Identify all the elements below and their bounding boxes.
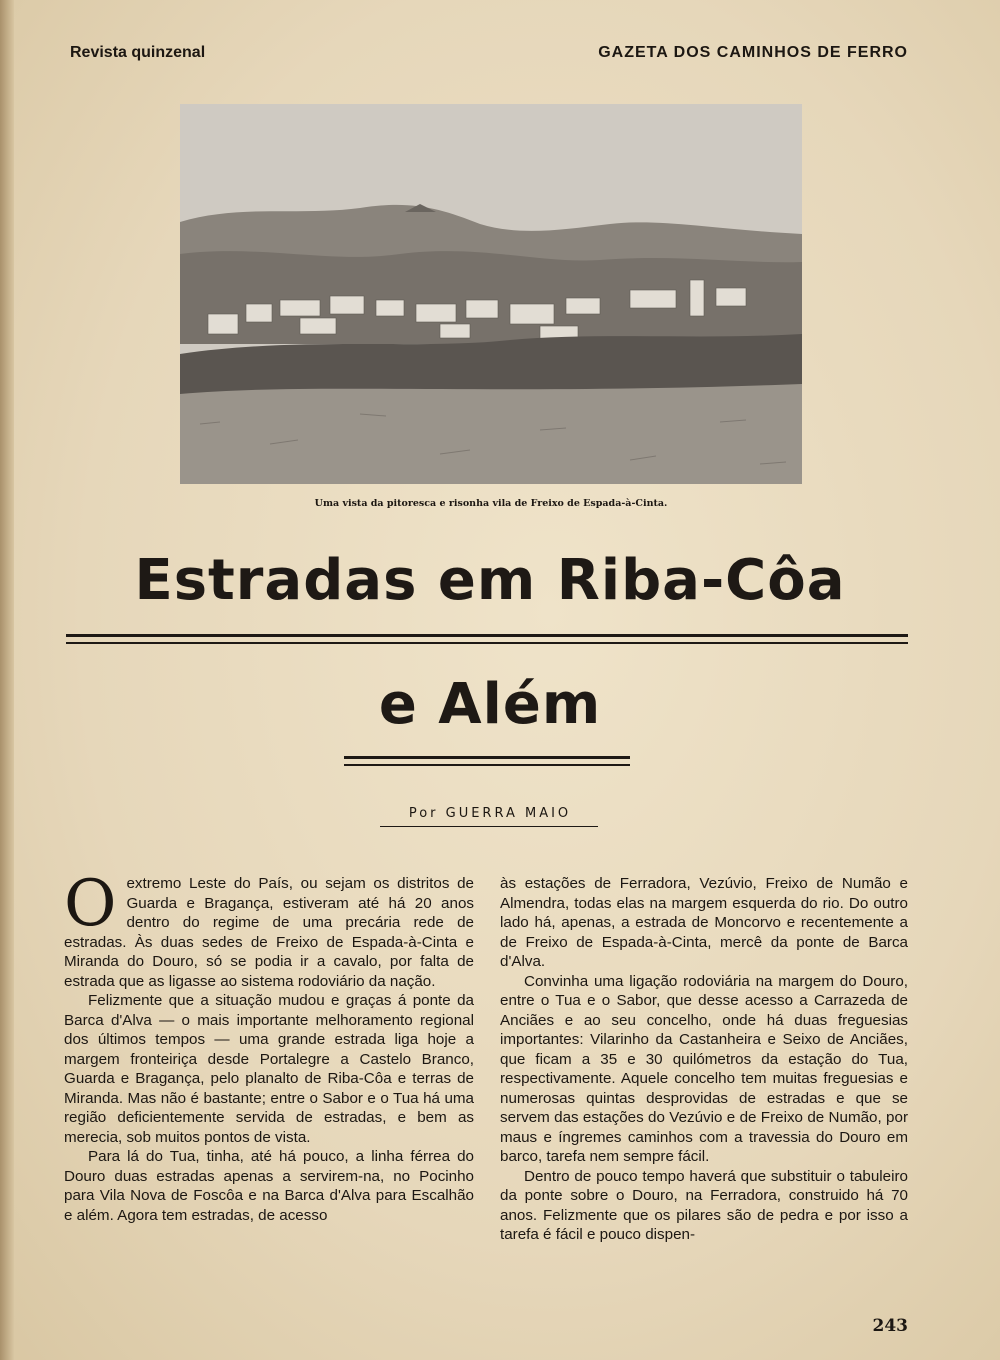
article-paragraph: Dentro de pouco tempo haverá que substituir o tabuleiro da ponte sobre o Douro, na Ferradora, construido há 70 anos. Felizmente que os pilares são de pedra e por isso a tarefa é fácil e pouco dispen- bbox=[500, 1167, 908, 1243]
article-paragraph: Para lá do Tua, tinha, até há pouco, a linha férrea do Douro duas estradas apenas a servirem-na, no Pocinho para Vila Nova de Foscôa e na Barca d'Alva para Escalhão e além. Agora tem estradas, de acesso bbox=[64, 1148, 474, 1224]
landscape-photo-icon bbox=[180, 104, 802, 484]
publication-frequency: Revista quinzenal bbox=[70, 44, 206, 61]
article-paragraph: Felizmente que a situação mudou e graças á ponte da Barca d'Alva — o mais importante melhoramento regional dos últimos tempos — uma grande estrada liga hoje a margem fronteiriça desde Portalegre a Castelo Branco, Guarda e Bragança, pelo planalto de Riba-Côa e terras de Miranda. Mas não é bastante; entre o Sabor e o Tua há uma região deficientemente servida de estradas, e bem as merecia, sob muitos pontos de vista. bbox=[64, 992, 474, 1146]
page-header bbox=[70, 44, 908, 68]
subtitle-rule bbox=[344, 764, 630, 766]
article-paragraph: Convinha uma ligação rodoviária na margem do Douro, entre o Tua e o Sabor, que desse acesso a Carrazeda de Anciães e ao seu concelho, onde há duas freguesias importantes: Vilarinho da Castanheira e Seixo de Anciães, que ficam a 35 e 30 quilómetros da estação do Tua, respectivamente. Aquele concelho tem muitas freguesias e numerosas quintas desprovidas de estradas e que se servem das estações do Vezúvio e de Freixo de Numão, por maus e íngremes caminhos com a travessia do Douro em barco, tarefa nem sempre fácil. bbox=[500, 972, 908, 1165]
article-column-left bbox=[64, 867, 474, 1225]
title-rule bbox=[66, 634, 908, 637]
page-spine-shadow bbox=[0, 0, 14, 1360]
drop-cap: O bbox=[64, 867, 117, 941]
article-paragraph: às estações de Ferradora, Vezúvio, Freixo de Numão e Almendra, todas elas na margem esquerda do rio. Do outro lado há, apenas, a estrada de Moncorvo e recentemente a de Freixo de Espada-à-Cinta, mercê da ponte de Barca d'Alva. bbox=[500, 875, 908, 970]
article-title-line-1: Estradas em Riba-Côa bbox=[134, 548, 846, 613]
photo-caption: Uma vista da pitoresca e risonha vila de Freixo de Espada-à-Cinta. bbox=[314, 498, 668, 509]
byline-underline bbox=[380, 826, 598, 827]
article-column-right bbox=[500, 874, 908, 1245]
paragraph-text: extremo Leste do País, ou sejam os distritos de Guarda e Bragança, estiveram até há 20 anos dentro do regime de uma precária rede de estradas. Às duas sedes de Freixo de Espada-à-Cinta e Miranda do Douro, só se podia ir a cavalo, por falta de estrada que as ligasse ao sistema rodoviário da nação. bbox=[64, 875, 474, 990]
article-title-line-2: e Além bbox=[378, 672, 602, 737]
article-byline: Por GUERRA MAIO bbox=[408, 806, 572, 821]
landscape-photo bbox=[180, 104, 802, 484]
subtitle-rule bbox=[344, 756, 630, 759]
title-rule bbox=[66, 642, 908, 644]
page-number: 243 bbox=[872, 1316, 908, 1336]
publication-title: GAZETA DOS CAMINHOS DE FERRO bbox=[598, 44, 908, 61]
article-paragraph bbox=[64, 867, 474, 991]
